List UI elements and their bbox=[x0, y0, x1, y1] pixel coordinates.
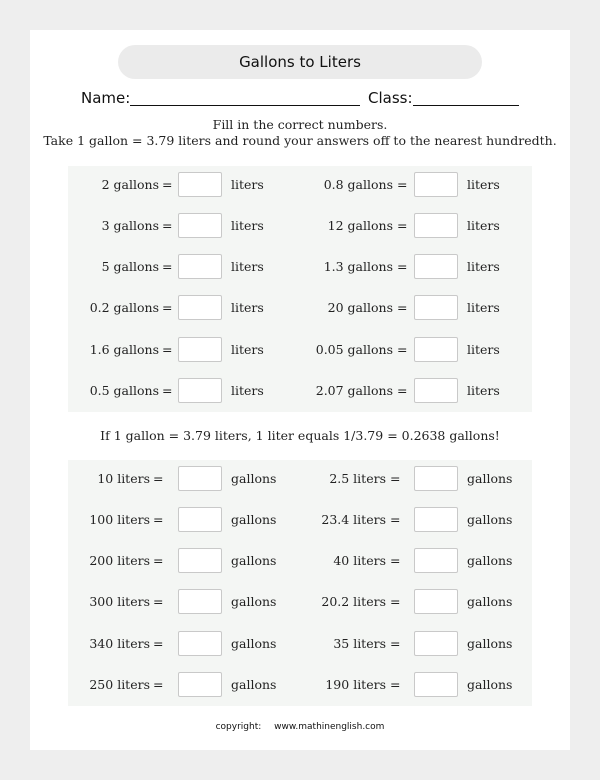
answer-box[interactable] bbox=[414, 672, 458, 697]
equals-sign: = bbox=[162, 218, 173, 233]
problem-right bbox=[304, 213, 532, 239]
problem-left bbox=[68, 589, 296, 615]
problem-row bbox=[68, 378, 532, 404]
answer-unit: gallons bbox=[231, 594, 277, 609]
answer-box[interactable] bbox=[178, 172, 222, 197]
given-amount: 0.8 gallons bbox=[323, 177, 393, 192]
worksheet-title: Gallons to Liters bbox=[118, 45, 482, 79]
answer-unit: gallons bbox=[231, 512, 277, 527]
answer-box[interactable] bbox=[414, 295, 458, 320]
given-amount: 12 gallons bbox=[327, 218, 393, 233]
answer-box[interactable] bbox=[178, 254, 222, 279]
problem-row bbox=[68, 672, 532, 698]
equals-sign: = bbox=[162, 383, 173, 398]
answer-unit: gallons bbox=[467, 594, 513, 609]
answer-box[interactable] bbox=[178, 213, 222, 238]
equals-sign: = bbox=[390, 553, 401, 568]
problem-right bbox=[304, 172, 532, 198]
given-amount: 3 gallons bbox=[101, 218, 159, 233]
equals-sign: = bbox=[397, 342, 408, 357]
problem-row bbox=[68, 254, 532, 280]
problem-row bbox=[68, 337, 532, 363]
equals-sign: = bbox=[153, 636, 164, 651]
answer-box[interactable] bbox=[178, 295, 222, 320]
answer-unit: gallons bbox=[231, 677, 277, 692]
answer-unit: liters bbox=[231, 177, 264, 192]
given-amount: 1.6 gallons bbox=[89, 342, 159, 357]
answer-unit: liters bbox=[231, 300, 264, 315]
problem-right bbox=[304, 466, 532, 492]
answer-unit: gallons bbox=[467, 553, 513, 568]
problem-left bbox=[68, 548, 296, 574]
liters-to-gallons-panel bbox=[68, 460, 532, 706]
equals-sign: = bbox=[390, 512, 401, 527]
problem-right bbox=[304, 337, 532, 363]
given-amount: 2.07 gallons bbox=[315, 383, 393, 398]
equals-sign: = bbox=[162, 259, 173, 274]
equals-sign: = bbox=[162, 300, 173, 315]
problem-left bbox=[68, 507, 296, 533]
equals-sign: = bbox=[397, 218, 408, 233]
problem-left bbox=[68, 295, 296, 321]
equals-sign: = bbox=[153, 553, 164, 568]
equals-sign: = bbox=[397, 383, 408, 398]
answer-unit: gallons bbox=[231, 471, 277, 486]
given-amount: 2.5 liters bbox=[329, 471, 386, 486]
problem-right bbox=[304, 507, 532, 533]
problem-row bbox=[68, 172, 532, 198]
problem-row bbox=[68, 213, 532, 239]
given-amount: 1.3 gallons bbox=[323, 259, 393, 274]
class-input-line[interactable] bbox=[413, 105, 519, 106]
problem-left bbox=[68, 172, 296, 198]
given-amount: 0.05 gallons bbox=[315, 342, 393, 357]
answer-unit: gallons bbox=[467, 677, 513, 692]
answer-unit: gallons bbox=[231, 636, 277, 651]
answer-unit: gallons bbox=[467, 471, 513, 486]
class-label: Class: bbox=[368, 89, 413, 107]
problem-right bbox=[304, 631, 532, 657]
problem-left bbox=[68, 337, 296, 363]
answer-unit: liters bbox=[467, 342, 500, 357]
problem-right bbox=[304, 589, 532, 615]
problem-right bbox=[304, 548, 532, 574]
answer-unit: gallons bbox=[467, 636, 513, 651]
problem-right bbox=[304, 378, 532, 404]
answer-unit: liters bbox=[231, 259, 264, 274]
problem-right bbox=[304, 672, 532, 698]
equals-sign: = bbox=[390, 471, 401, 486]
given-amount: 20.2 liters bbox=[321, 594, 386, 609]
answer-unit: liters bbox=[231, 383, 264, 398]
answer-unit: liters bbox=[467, 259, 500, 274]
answer-unit: liters bbox=[467, 383, 500, 398]
problem-left bbox=[68, 672, 296, 698]
answer-box[interactable] bbox=[414, 466, 458, 491]
given-amount: 5 gallons bbox=[101, 259, 159, 274]
answer-box[interactable] bbox=[178, 631, 222, 656]
given-amount: 0.5 gallons bbox=[89, 383, 159, 398]
answer-unit: liters bbox=[231, 218, 264, 233]
instruction-line-1: Fill in the correct numbers. bbox=[212, 117, 388, 132]
equals-sign: = bbox=[153, 512, 164, 527]
answer-box[interactable] bbox=[178, 507, 222, 532]
name-label: Name: bbox=[81, 89, 131, 107]
given-amount: 23.4 liters bbox=[321, 512, 386, 527]
copyright-footer bbox=[30, 722, 570, 732]
equals-sign: = bbox=[162, 342, 173, 357]
answer-unit: liters bbox=[231, 342, 264, 357]
answer-unit: liters bbox=[467, 300, 500, 315]
answer-box[interactable] bbox=[414, 548, 458, 573]
answer-box[interactable] bbox=[178, 466, 222, 491]
answer-box[interactable] bbox=[414, 172, 458, 197]
given-amount: 0.2 gallons bbox=[89, 300, 159, 315]
gallons-to-liters-panel bbox=[68, 166, 532, 412]
given-amount: 100 liters bbox=[89, 512, 150, 527]
equals-sign: = bbox=[397, 177, 408, 192]
answer-box[interactable] bbox=[414, 213, 458, 238]
problem-left bbox=[68, 466, 296, 492]
given-amount: 200 liters bbox=[89, 553, 150, 568]
problem-left bbox=[68, 378, 296, 404]
problem-row bbox=[68, 507, 532, 533]
answer-unit: liters bbox=[467, 218, 500, 233]
problem-left bbox=[68, 631, 296, 657]
problem-row bbox=[68, 295, 532, 321]
equals-sign: = bbox=[153, 471, 164, 486]
problem-right bbox=[304, 295, 532, 321]
problem-row bbox=[68, 548, 532, 574]
answer-box[interactable] bbox=[178, 378, 222, 403]
given-amount: 190 liters bbox=[325, 677, 386, 692]
answer-box[interactable] bbox=[178, 589, 222, 614]
given-amount: 2 gallons bbox=[101, 177, 159, 192]
problem-left bbox=[68, 213, 296, 239]
equals-sign: = bbox=[397, 259, 408, 274]
name-input-line[interactable] bbox=[130, 105, 360, 106]
given-amount: 20 gallons bbox=[327, 300, 393, 315]
problem-row bbox=[68, 589, 532, 615]
answer-unit: liters bbox=[467, 177, 500, 192]
answer-box[interactable] bbox=[414, 254, 458, 279]
equals-sign: = bbox=[153, 677, 164, 692]
equals-sign: = bbox=[397, 300, 408, 315]
copyright-site: www.mathinenglish.com bbox=[274, 722, 385, 732]
problem-left bbox=[68, 254, 296, 280]
given-amount: 250 liters bbox=[89, 677, 150, 692]
answer-box[interactable] bbox=[178, 337, 222, 362]
answer-box[interactable] bbox=[178, 672, 222, 697]
problem-row bbox=[68, 631, 532, 657]
equals-sign: = bbox=[390, 636, 401, 651]
answer-box[interactable] bbox=[414, 589, 458, 614]
equals-sign: = bbox=[153, 594, 164, 609]
given-amount: 300 liters bbox=[89, 594, 150, 609]
answer-box[interactable] bbox=[414, 631, 458, 656]
worksheet-page bbox=[30, 30, 570, 750]
given-amount: 35 liters bbox=[333, 636, 386, 651]
instruction-line-2: Take 1 gallon = 3.79 liters and round your answers off to the nearest hundredth. bbox=[43, 133, 557, 148]
copyright-label: copyright: bbox=[215, 722, 262, 732]
equals-sign: = bbox=[390, 677, 401, 692]
answer-unit: gallons bbox=[467, 512, 513, 527]
answer-box[interactable] bbox=[414, 337, 458, 362]
equals-sign: = bbox=[390, 594, 401, 609]
answer-box[interactable] bbox=[178, 548, 222, 573]
given-amount: 340 liters bbox=[89, 636, 150, 651]
answer-box[interactable] bbox=[414, 507, 458, 532]
equals-sign: = bbox=[162, 177, 173, 192]
answer-unit: gallons bbox=[231, 553, 277, 568]
problem-row bbox=[68, 466, 532, 492]
given-amount: 10 liters bbox=[97, 471, 150, 486]
liter-conversion-note: If 1 gallon = 3.79 liters, 1 liter equals 1/3.79 = 0.2638 gallons! bbox=[100, 428, 500, 443]
problem-right bbox=[304, 254, 532, 280]
name-class-row bbox=[81, 87, 521, 111]
given-amount: 40 liters bbox=[333, 553, 386, 568]
answer-box[interactable] bbox=[414, 378, 458, 403]
